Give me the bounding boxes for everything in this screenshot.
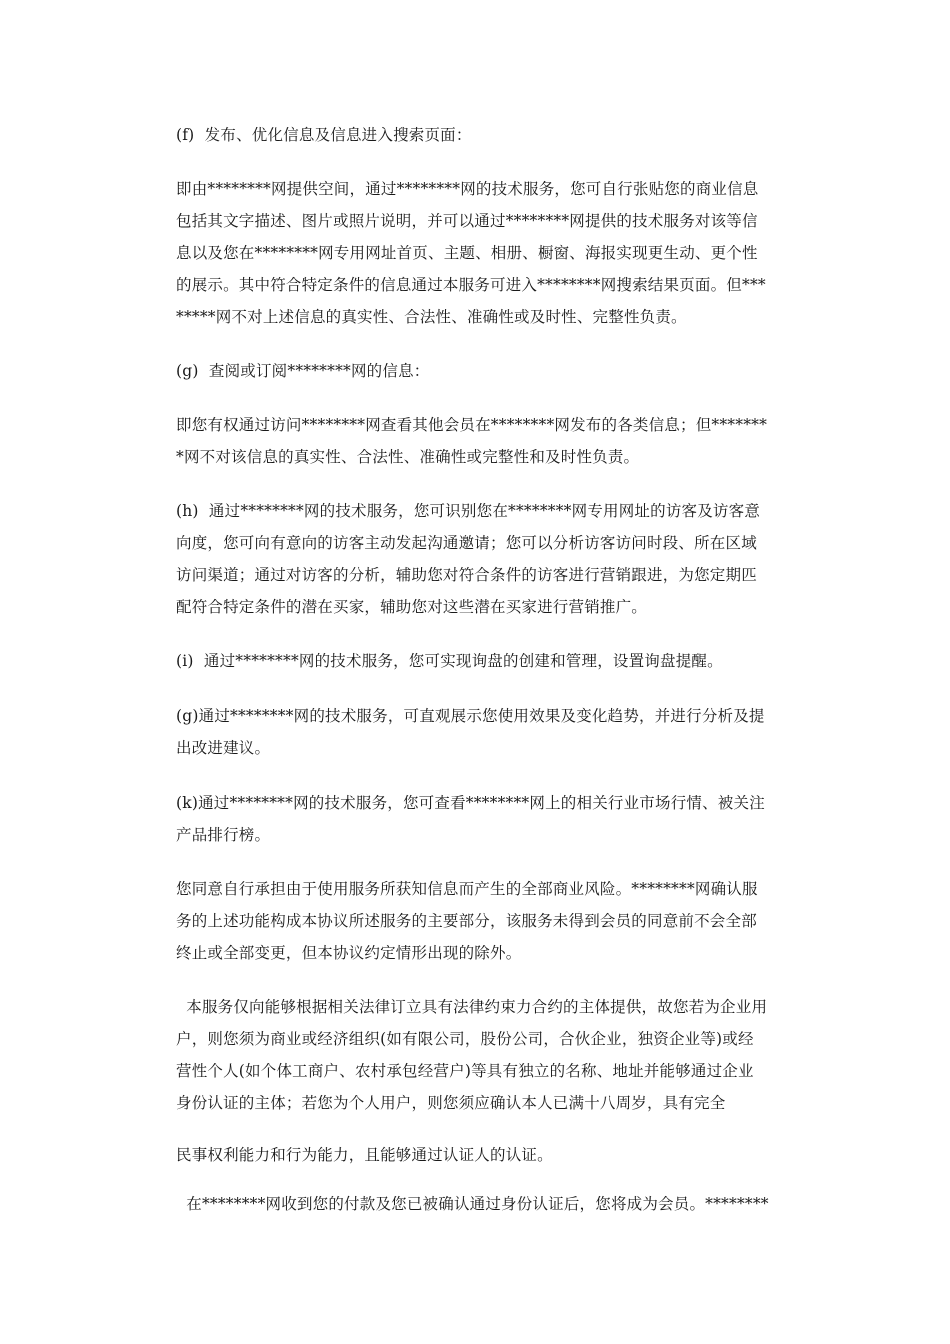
paragraph-line: 访问渠道；通过对访客的分析，辅助您对符合条件的访客进行营销跟进，为您定期匹 xyxy=(176,566,757,584)
paragraph-line: 的展示。其中符合特定条件的信息通过本服务可进入********网搜索结果页面。但*** xyxy=(176,276,766,294)
section-i-line: (i) 通过********网的技术服务，您可实现询盘的创建和管理，设置询盘提醒。 xyxy=(176,652,723,670)
paragraph-line: 终止或全部变更，但本协议约定情形出现的除外。 xyxy=(176,944,522,962)
paragraph-line: *****网不对上述信息的真实性、合法性、准确性或及时性、完整性负责。 xyxy=(176,308,687,326)
paragraph-line: 息以及您在********网专用网址首页、主题、相册、橱窗、海报实现更生动、更个性 xyxy=(176,244,758,262)
paragraph-line: 身份认证的主体；若您为个人用户，则您须应确认本人已满十八周岁，具有完全 xyxy=(176,1094,726,1112)
paragraph-line: 包括其文字描述、图片或照片说明，并可以通过********网提供的技术服务对该等信 xyxy=(176,212,758,230)
paragraph-line: 即由********网提供空间，通过********网的技术服务，您可自行张贴您的商业信息 xyxy=(176,180,759,198)
paragraph-line: 本服务仅向能够根据相关法律订立具有法律约束力合约的主体提供，故您若为企业用 xyxy=(176,998,768,1016)
paragraph-line: 向度，您可向有意向的访客主动发起沟通邀请；您可以分析访客访问时段、所在区域 xyxy=(176,534,757,552)
paragraph-line: 您同意自行承担由于使用服务所获知信息而产生的全部商业风险。********网确认服 xyxy=(176,880,758,898)
paragraph-line: 产品排行榜。 xyxy=(176,826,271,844)
paragraph-line: 在********网收到您的付款及您已被确认通过身份认证后，您将成为会员。******** xyxy=(176,1195,769,1213)
paragraph-line: 民事权利能力和行为能力，且能够通过认证人的认证。 xyxy=(176,1146,553,1164)
section-f-heading: (f) 发布、优化信息及信息进入搜索页面： xyxy=(176,126,472,144)
section-h-line: (h) 通过********网的技术服务，您可识别您在********网专用网址的访客及访客意 xyxy=(176,502,761,520)
paragraph-line: 务的上述功能构成本协议所述服务的主要部分，该服务未得到会员的同意前不会全部 xyxy=(176,912,757,930)
section-k-line: (k)通过********网的技术服务，您可查看********网上的相关行业市场行情、被关注 xyxy=(176,794,765,812)
paragraph-line: 配符合特定条件的潜在买家，辅助您对这些潜在买家进行营销推广。 xyxy=(176,598,648,616)
section-g2-line: (g)通过********网的技术服务，可直观展示您使用效果及变化趋势，并进行分析及提 xyxy=(176,707,765,725)
section-g-heading: (g) 查阅或订阅********网的信息： xyxy=(176,362,430,380)
paragraph-line: 营性个人(如个体工商户、农村承包经营户)等具有独立的名称、地址并能够通过企业 xyxy=(176,1062,754,1080)
paragraph-line: *网不对该信息的真实性、合法性、准确性或完整性和及时性负责。 xyxy=(176,448,640,466)
paragraph-line: 即您有权通过访问********网查看其他会员在********网发布的各类信息；但******* xyxy=(176,416,768,434)
paragraph-line: 户，则您须为商业或经济组织(如有限公司，股份公司，合伙企业，独资企业等)或经 xyxy=(176,1030,754,1048)
paragraph-line: 出改进建议。 xyxy=(176,739,271,757)
